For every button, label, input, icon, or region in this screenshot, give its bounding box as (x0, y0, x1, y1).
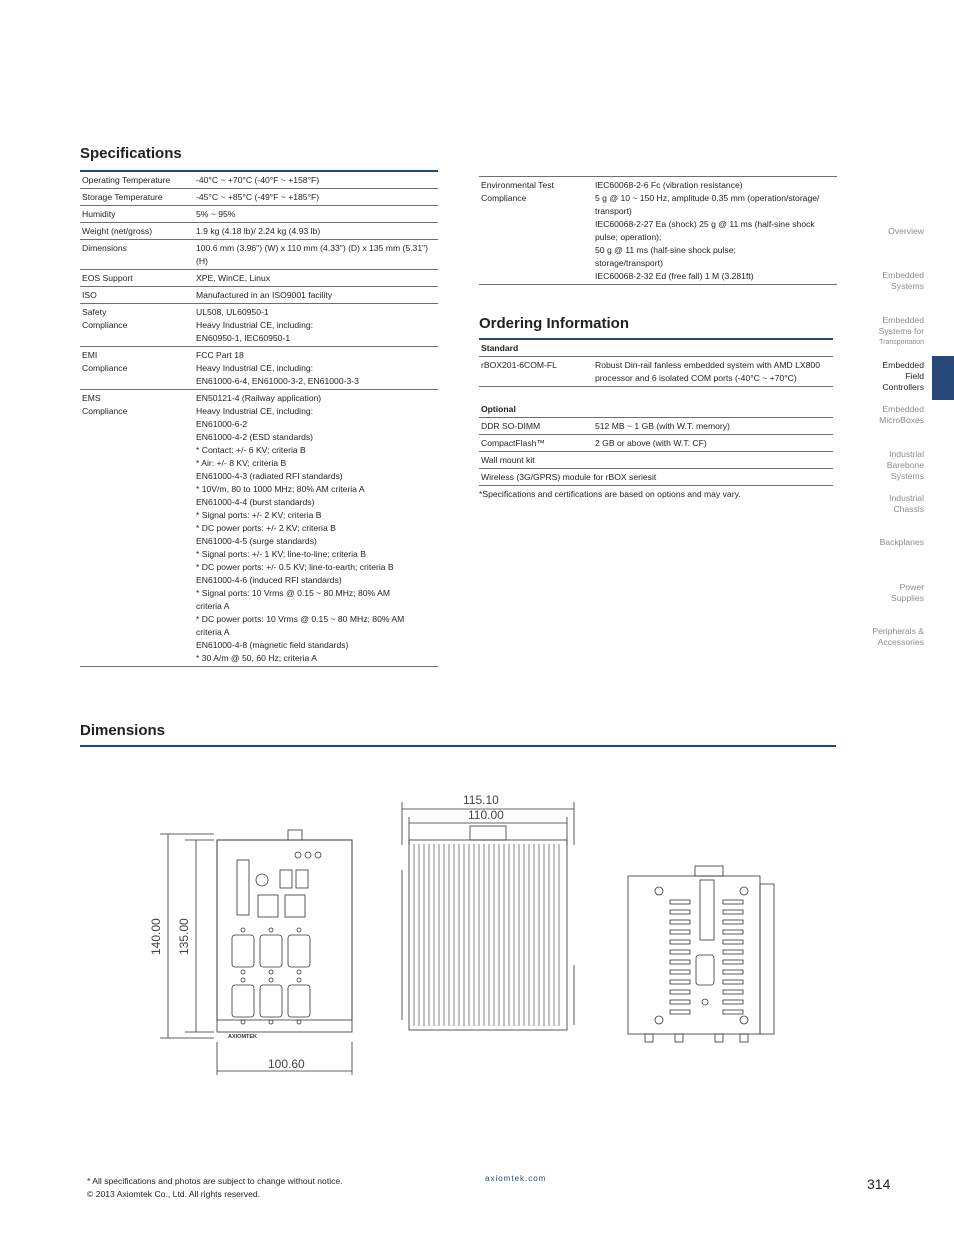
table-row (479, 452, 833, 469)
row-key: Wireless (3G/GPRS) module for rBOX seriesit (479, 469, 833, 486)
sidebar-active-marker (932, 356, 954, 400)
sidebar-item-label: Backplanes (879, 537, 924, 547)
table-row (80, 172, 438, 189)
table-row (80, 390, 438, 667)
sidebar-item[interactable] (834, 626, 924, 648)
ordering-standard-label: Standard (479, 340, 833, 357)
row-key: EOS Support (80, 270, 194, 287)
specifications-title: Specifications (80, 145, 182, 162)
row-key: EMI Compliance (80, 347, 194, 390)
row-key: Safety Compliance (80, 304, 194, 347)
row-value: EN50121-4 (Railway application) Heavy Industrial CE, including: EN61000-6-2 EN61000-4-2 (ESD standards) * Contact: +/- 6 KV; criteria B * Air: +/- 8 KV; criteria B EN61000-4-3 (radiated RFI standards) * 10V/m, 80 to 1000 MHz; 80% AM criteria A EN61000-4-4 (burst standards) * Signal ports: +/- 2 KV; criteria B * DC power ports: +/- 2 KV; criteria B EN61000-4-5 (surge standards) * Signal ports: +/- 1 KV; line-to-line; criteria B * DC power ports: +/- 0.5 KV; line-to-earth; criteria B EN61000-4-6 (induced RFI standards) * Signal ports: 10 Vrms @ 0.15 ~ 80 MHz; 80% AM criteria A * DC power ports: 10 Vrms @ 0.15 ~ 80 MHz; 80% AM criteria A EN61000-4-8 (magnetic field standards) * 30 A/m @ 50, 60 Hz; criteria A (194, 390, 438, 667)
sidebar-item-label: Embedded MicroBoxes (879, 404, 924, 425)
side-outer-label: 115.10 (463, 793, 499, 807)
row-key: EMS Compliance (80, 390, 194, 667)
footer-website[interactable]: axiomtek.com (485, 1174, 547, 1183)
table-row (80, 347, 438, 390)
row-value: 100.6 mm (3.96") (W) x 110 mm (4.33") (D) x 135 mm (5.31") (H) (194, 240, 438, 270)
side-inner-label: 110.00 (468, 808, 504, 822)
sidebar-item-label: Embedded Systems for (878, 315, 924, 336)
row-key: Wall mount kit (479, 452, 833, 469)
page-number: 314 (867, 1176, 891, 1192)
sidebar-item[interactable] (834, 449, 924, 482)
sidebar-item[interactable] (834, 537, 924, 548)
row-key: Dimensions (80, 240, 194, 270)
front-height-outer-label: 140.00 (149, 918, 163, 955)
row-key: Weight (net/gross) (80, 223, 194, 240)
ordering-optional-label: Optional (479, 401, 833, 418)
row-value: -40°C ~ +70°C (-40°F ~ +158°F) (194, 172, 438, 189)
row-key: rBOX201-6COM-FL (479, 357, 593, 387)
table-row (479, 469, 833, 486)
table-row (80, 240, 438, 270)
sidebar-item-label: Power Supplies (891, 582, 924, 603)
table-row (80, 206, 438, 223)
specifications-section (80, 145, 438, 667)
row-key: Humidity (80, 206, 194, 223)
row-key: Operating Temperature (80, 172, 194, 189)
sidebar-item-extra: Transportation (879, 339, 924, 346)
sidebar-item[interactable] (834, 360, 924, 393)
table-row (479, 357, 833, 387)
table-row (80, 287, 438, 304)
table-row (80, 189, 438, 206)
sidebar-item[interactable] (834, 270, 924, 292)
row-value: 2 GB or above (with W.T. CF) (593, 435, 833, 452)
row-value: Robust Din-rail fanless embedded system with AMD LX800 processor and 6 isolated COM ports (-40°C ~ +70°C) (593, 357, 833, 387)
row-value: 5% ~ 95% (194, 206, 438, 223)
dimensions-section (80, 722, 836, 747)
ordering-optional-table (479, 401, 833, 486)
row-key: Storage Temperature (80, 189, 194, 206)
table-row (479, 418, 833, 435)
table-row (80, 270, 438, 287)
brand-label: AXIOMTEK (228, 1034, 258, 1040)
environmental-section (479, 176, 837, 285)
sidebar-item-label: Industrial Chassis (889, 493, 924, 514)
footer-copyright: © 2013 Axiomtek Co., Ltd. All rights reserved. (87, 1189, 261, 1199)
ordering-standard-table (479, 340, 833, 387)
row-key: ISO (80, 287, 194, 304)
side-view-drawing (402, 802, 574, 1030)
row-value: 1.9 kg (4.18 lb)/ 2.24 kg (4.93 lb) (194, 223, 438, 240)
table-row (479, 177, 837, 285)
row-value: Manufactured in an ISO9001 facility (194, 287, 438, 304)
row-key: CompactFlash™ (479, 435, 593, 452)
environmental-value: IEC60068-2-6 Fc (vibration resistance) 5 g @ 10 ~ 150 Hz, amplitude 0.35 mm (operation/storage/ transport) IEC60068-2-27 Ea (shock) 25 g @ 11 ms (half-sine shock pulse; operation); 50 g @ 11 ms (half-sine shock pulse; storage/transport) IEC60068-2-32 Ed (free fall) 1 M (3.281ft) (593, 177, 837, 285)
footer-disclaimer: * All specifications and photos are subject to change without notice. (87, 1176, 343, 1186)
row-value: FCC Part 18 Heavy Industrial CE, including: EN61000-6-4, EN61000-3-2, EN61000-3-3 (194, 347, 438, 390)
dimensions-rule (80, 745, 836, 747)
row-value: 512 MB ~ 1 GB (with W.T. memory) (593, 418, 833, 435)
environmental-key: Environmental Test Compliance (479, 177, 593, 285)
row-key: DDR SO-DIMM (479, 418, 593, 435)
ordering-note: *Specifications and certifications are based on options and may vary. (479, 489, 741, 499)
sidebar-item-label: Industrial Barebone Systems (886, 449, 924, 481)
dimensions-title: Dimensions (80, 722, 166, 739)
sidebar-item-label: Peripherals & Accessories (872, 626, 924, 647)
table-row (80, 304, 438, 347)
sidebar-item[interactable] (834, 226, 924, 237)
sidebar-item[interactable] (834, 315, 924, 348)
table-row (80, 223, 438, 240)
specifications-table (80, 172, 438, 667)
sidebar-item[interactable] (834, 404, 924, 426)
sidebar-item-label: Embedded Field Controllers (882, 360, 924, 392)
row-value: XPE, WinCE, Linux (194, 270, 438, 287)
sidebar-item-label: Overview (888, 226, 924, 236)
rear-view-drawing (628, 866, 774, 1042)
environmental-table (479, 177, 837, 285)
ordering-section (479, 315, 833, 499)
ordering-title: Ordering Information (479, 315, 629, 332)
sidebar-item-label: Embedded Systems (882, 270, 924, 291)
row-value: -45°C ~ +85°C (-49°F ~ +185°F) (194, 189, 438, 206)
front-height-inner-label: 135.00 (177, 918, 191, 955)
row-value: UL508, UL60950-1 Heavy Industrial CE, including: EN60950-1, IEC60950-1 (194, 304, 438, 347)
sidebar-item[interactable] (834, 582, 924, 604)
footer-legal (87, 1175, 343, 1201)
sidebar-item[interactable] (834, 493, 924, 515)
front-width-label: 100.60 (268, 1057, 305, 1071)
table-row (479, 435, 833, 452)
dimension-drawings (140, 780, 800, 1080)
